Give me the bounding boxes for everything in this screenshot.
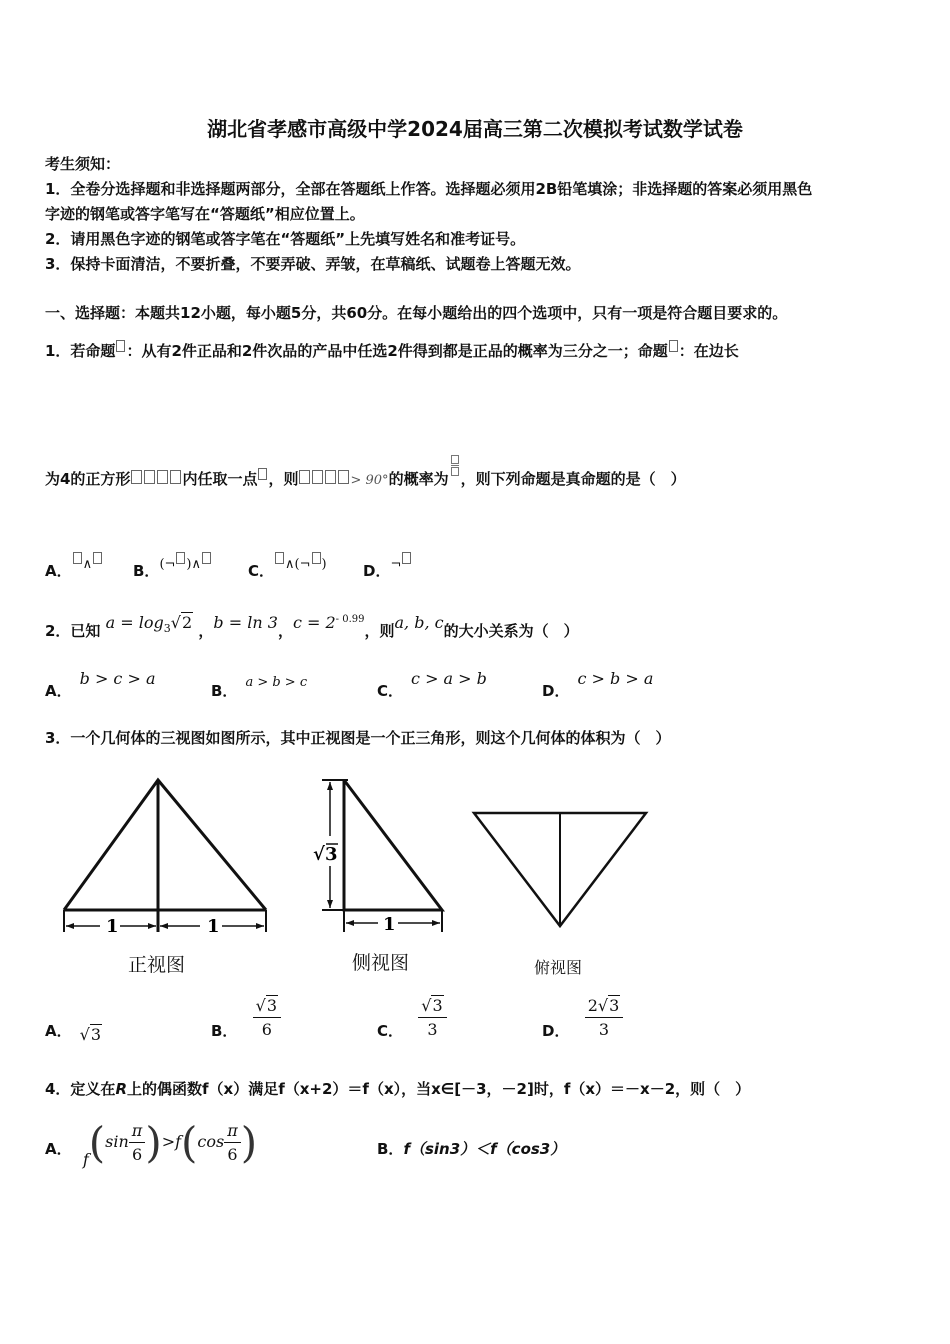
q4-text-1: 4．定义在 <box>45 1080 116 1098</box>
q1-text-2: ：从有2件正品和2件次品的产品中任选2件得到都是正品的概率为三分之一；命题 <box>126 342 668 360</box>
placeholder-glyph <box>338 470 349 484</box>
option-label: D． <box>542 1021 570 1040</box>
q4-b-expr: f（sin3）＜f（cos3） <box>403 1140 566 1158</box>
q4-option-a[interactable] <box>45 1112 257 1168</box>
option-label: B． <box>211 682 238 700</box>
placeholder-glyph <box>312 552 321 564</box>
q3-option-a[interactable]: A． √3 <box>45 1022 101 1044</box>
q1-angle: > 90° <box>350 473 389 488</box>
notice-line-1a: 1．全卷分选择题和非选择题两部分，全部在答题纸上作答。选择题必须用2B铅笔填涂；非选择题的答案必须用黑色 <box>45 180 813 198</box>
q2-text-1: 2．已知 <box>45 622 101 640</box>
placeholder-glyph <box>275 552 284 564</box>
option-label: C． <box>248 562 275 580</box>
side-view <box>313 780 442 935</box>
q4-R: R <box>115 1080 127 1098</box>
q4-text-3: f（x）满足f（x+2）＝f（x），当x∈[－3，－2]时，f（x）＝－x－2，则（ ） <box>202 1080 751 1098</box>
q4-a-frac-1 <box>129 1121 146 1164</box>
q2-sep-1: ， <box>198 622 214 640</box>
placeholder-glyph <box>402 552 411 564</box>
q1-text-6: ，则 <box>268 470 299 488</box>
q2-vars: a, b, c <box>394 613 444 632</box>
q4-a-cos: cos <box>197 1132 225 1151</box>
q3-option-c[interactable] <box>377 995 447 1039</box>
option-label: A． <box>45 1022 72 1040</box>
q1-option-c[interactable] <box>248 557 327 581</box>
q2-option-c[interactable] <box>377 669 487 701</box>
page-title: 湖北省孝感市高级中学2024届高三第二次模拟考试数学试卷 <box>207 117 743 141</box>
q1-option-b[interactable] <box>133 557 212 581</box>
q2-option-b[interactable] <box>211 675 308 701</box>
q1-text-3: ：在边长 <box>678 342 739 360</box>
placeholder-glyph <box>93 552 102 564</box>
top-view <box>474 813 646 926</box>
q2-option-d[interactable] <box>542 669 654 701</box>
q2-a-radicand: 2 <box>181 613 193 632</box>
q2-d-expr-option: c > b > a <box>577 669 654 688</box>
q2-text-2: ，则 <box>364 622 395 640</box>
q2-text-3: 的大小关系为（ ） <box>443 622 579 640</box>
q3-c-den: 3 <box>427 1020 438 1039</box>
placeholder-glyph <box>170 470 181 484</box>
q4-a-sin: sin <box>105 1132 129 1151</box>
placeholder-glyph <box>116 340 125 352</box>
q3-b-num: 3 <box>266 996 278 1015</box>
q1-text-8: ，则下列命题是真命题的是（ ） <box>460 470 686 488</box>
q3-option-b[interactable] <box>211 995 281 1039</box>
q1-text-7: 的概率为 <box>388 470 449 488</box>
option-label: B． <box>133 562 160 580</box>
q2-a-expr: a = log <box>105 613 164 632</box>
q4-six-2: 6 <box>227 1145 238 1164</box>
q4-a-expression: f(sin $\frac{\pi}{6}$ )>f(cos $\frac{\pi}{6}$ ) <box>82 1118 258 1169</box>
option-label: C． <box>377 1021 404 1040</box>
q1-text-4: 为4的正方形 <box>45 470 131 488</box>
q4-a-f-2: f <box>175 1132 182 1151</box>
q4-option-b[interactable] <box>377 1138 565 1159</box>
side-view-label: 侧视图 <box>352 952 410 974</box>
question-2: 2．已知 $a = \log_3√2$ ，b = ln 3，$c = 2^{- 0.99}$，则a, b, c的大小关系为（ ） <box>45 613 579 640</box>
top-view-label: 俯视图 <box>534 958 583 977</box>
q3-d-fraction: $\frac{2√3}{3}$ <box>585 995 624 1039</box>
q3-d-den: 3 <box>598 1020 610 1039</box>
q3-b-den: 6 <box>261 1020 272 1039</box>
q1-d-expr: ¬ <box>390 557 402 572</box>
q2-c-expr-option: c > a > b <box>411 669 487 688</box>
q4-a-gt: > <box>161 1132 176 1151</box>
option-label: B． <box>211 1021 238 1040</box>
q3-b-fraction: $\frac{√3}{6}$ <box>253 995 281 1039</box>
front-view-label: 正视图 <box>128 954 186 976</box>
q3-a-value: 3 <box>90 1025 101 1044</box>
q4-text-2: 上的偶函数 <box>127 1080 203 1098</box>
tiny-fraction <box>451 455 459 476</box>
side-dim-sqrt3: 3 <box>325 844 338 865</box>
q2-a-base: 3 <box>163 622 171 635</box>
three-view-figure <box>0 760 700 990</box>
q2-a-expr-option: b > c > a <box>79 669 156 688</box>
q4-six: 6 <box>131 1145 143 1164</box>
q4-pi: π <box>129 1121 146 1143</box>
q1-c-expr-2: ) <box>321 557 327 572</box>
notice-line-2: 2．请用黑色字迹的钢笔或答字笔在“答题纸”上先填写姓名和准考证号。 <box>45 230 526 248</box>
front-view <box>64 780 266 937</box>
q1-option-d[interactable] <box>363 557 412 581</box>
q1-text-1: 1．若命题 <box>45 342 116 360</box>
option-label: C． <box>377 682 404 700</box>
notice-line-3: 3．保持卡面清洁，不要折叠，不要弄破、弄皱，在草稿纸、试题卷上答题无效。 <box>45 255 581 273</box>
q4-a-f: f <box>82 1150 89 1169</box>
q3-option-d[interactable] <box>542 995 623 1039</box>
q3-d-num: 3 <box>609 996 620 1015</box>
q3-c-num: 3 <box>432 996 443 1015</box>
q1-b-expr-2: )∧ <box>186 557 201 572</box>
q1-b-expr-1: (¬ <box>159 557 176 572</box>
q3-d-coef: 2 <box>587 996 598 1015</box>
placeholder-glyph <box>669 340 678 352</box>
question-3: 3．一个几何体的三视图如图所示，其中正视图是一个正三角形，则这个几何体的体积为（ ） <box>45 729 671 747</box>
front-dim-2: 1 <box>207 916 220 937</box>
placeholder-glyph <box>157 470 168 484</box>
notice-heading: 考生须知： <box>45 155 121 173</box>
placeholder-glyph <box>176 552 185 564</box>
q2-c-exponent: - 0.99 <box>335 614 365 625</box>
placeholder-glyph <box>144 470 155 484</box>
placeholder-glyph <box>258 468 267 480</box>
q2-sep-2: ， <box>277 622 293 640</box>
option-label: A． <box>45 562 72 580</box>
notice-line-1b: 字迹的钢笔或答字笔写在“答题纸”相应位置上。 <box>45 205 365 223</box>
option-label: B． <box>377 1140 404 1158</box>
placeholder-glyph <box>73 552 82 564</box>
placeholder-glyph <box>312 470 323 484</box>
question-4 <box>45 1078 750 1099</box>
side-sqrt-sign: √ <box>313 844 325 865</box>
q2-option-a[interactable] <box>45 669 156 701</box>
placeholder-glyph <box>299 470 310 484</box>
question-1-line-2 <box>45 455 686 489</box>
q3-c-fraction: $\frac{√3}{3}$ <box>418 995 446 1039</box>
option-label: D． <box>542 682 570 700</box>
q1-text-5: 内任取一点 <box>182 470 258 488</box>
placeholder-glyph <box>202 552 211 564</box>
placeholder-glyph <box>325 470 336 484</box>
q2-b-expr: b = ln 3 <box>213 613 278 632</box>
q1-option-a[interactable] <box>45 557 103 581</box>
side-dim-1: 1 <box>383 914 396 935</box>
q4-a-frac-2 <box>224 1121 241 1164</box>
option-label: D． <box>363 562 391 580</box>
front-dim-1: 1 <box>106 916 119 937</box>
q1-a-expr: ∧ <box>82 557 93 572</box>
q2-b-expr-option: a > b > c <box>245 675 308 690</box>
q1-c-expr-1: ∧(¬ <box>285 557 311 572</box>
option-label: A． <box>45 682 72 700</box>
q4-pi-2: π <box>224 1121 241 1143</box>
section-heading: 一、选择题：本题共12小题，每小题5分，共60分。在每小题给出的四个选项中，只有一项是符合题目要求的。 <box>45 304 788 322</box>
q2-c-expr: c = 2 <box>292 613 336 632</box>
placeholder-glyph <box>131 470 142 484</box>
option-label: A． <box>45 1140 72 1158</box>
question-1-line-1 <box>45 340 739 361</box>
